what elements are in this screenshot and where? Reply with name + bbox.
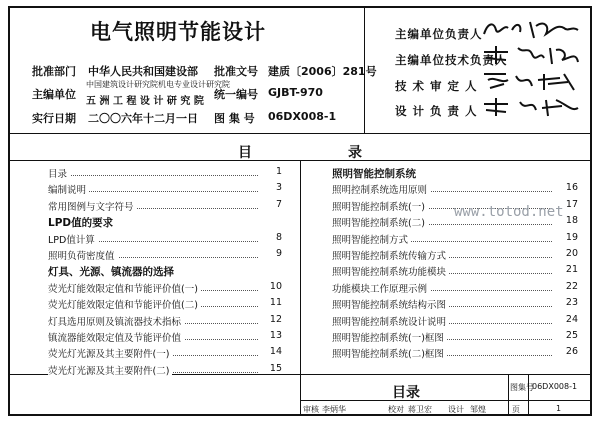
signature-2 bbox=[478, 42, 583, 68]
editor-line-1: 中国建筑设计研究院机电专业设计研究院 bbox=[86, 80, 230, 89]
toc-page-number: 14 bbox=[269, 346, 282, 358]
code-label: 统一编号 bbox=[214, 88, 258, 101]
approval-no-label: 批准文号 bbox=[214, 65, 258, 78]
toc-entry: 编制说明 bbox=[48, 182, 89, 196]
check-label: 校对 bbox=[388, 405, 404, 414]
toc-page-number: 18 bbox=[565, 215, 578, 227]
toc-page-number: 8 bbox=[275, 231, 282, 243]
toc-page-number: 9 bbox=[275, 248, 282, 259]
header-bottom-rule bbox=[8, 133, 592, 134]
toc-entry: 灯具选用原则及镇流器技术指标 bbox=[48, 314, 184, 328]
design-name: 邹煌 bbox=[470, 405, 486, 414]
review-name: 李炳华 bbox=[322, 405, 346, 414]
toc-leader-dots bbox=[56, 175, 258, 176]
toc-entry: 目录 bbox=[48, 166, 70, 180]
toc-entry: 照明智能控制系统传输方式 bbox=[332, 248, 449, 262]
responsible-design: 设 计 负 责 人 bbox=[395, 104, 478, 118]
watermark: www.totod.net bbox=[454, 204, 564, 220]
toc-entry: 荧光灯能效限定值和节能评价值(二) bbox=[48, 297, 201, 311]
toc-page-number: 13 bbox=[269, 330, 282, 341]
toc-page-number: 23 bbox=[565, 297, 578, 309]
toc-entry: 照明智能控制系统(二) bbox=[332, 215, 428, 229]
toc-entry: 常用图例与文字符号 bbox=[48, 199, 137, 213]
responsible-editor-unit: 主编单位负责人 bbox=[395, 27, 483, 41]
page-label: 页 bbox=[512, 405, 520, 414]
toc-entry: 照明智能控制系统(一) bbox=[332, 199, 428, 213]
atlas-number: 06DX008-1 bbox=[268, 110, 337, 123]
design-label: 设计 bbox=[448, 405, 464, 414]
editor-line-2: 五 洲 工 程 设 计 研 究 院 bbox=[86, 96, 204, 107]
toc-page-number: 11 bbox=[269, 297, 282, 309]
review-label: 审核 bbox=[303, 405, 319, 414]
toc-page-number: 25 bbox=[565, 330, 578, 341]
check-name: 蒋卫宏 bbox=[408, 405, 432, 414]
tb-mid-rule bbox=[300, 400, 592, 401]
toc-heading-right: 录 bbox=[348, 145, 362, 161]
toc-page-number: 15 bbox=[269, 362, 282, 374]
toc-entry: 照明智能控制系统设计说明 bbox=[332, 314, 449, 328]
tb-atlas: 06DX008-1 bbox=[532, 382, 578, 391]
page-number: 1 bbox=[556, 404, 562, 413]
approval-no: 建质〔2006〕281号 bbox=[268, 65, 377, 78]
tb-divider-c bbox=[528, 374, 529, 416]
toc-entry: 功能模块工作原理示例 bbox=[332, 281, 430, 295]
responsible-review: 技 术 审 定 人 bbox=[395, 79, 478, 93]
toc-entry: 照明负荷密度值 bbox=[48, 248, 118, 262]
code: GJBT-970 bbox=[268, 86, 323, 99]
signature-1 bbox=[478, 16, 583, 42]
toc-section-heading: 照明智能控制系统 bbox=[332, 168, 416, 180]
signature-3 bbox=[478, 68, 583, 94]
toc-page-number: 10 bbox=[269, 280, 282, 292]
toc-entry: 镇流器能效限定值及节能评价值 bbox=[48, 330, 184, 344]
toc-center-divider bbox=[300, 160, 301, 374]
atlas-label: 图 集 号 bbox=[214, 112, 255, 125]
toc-entry: 照明智能控制系统(二)框图 bbox=[332, 346, 447, 360]
toc-entry: 荧光灯光源及其主要附件(二) bbox=[48, 363, 172, 377]
toc-page-number: 16 bbox=[565, 182, 578, 194]
toc-entry: 照明智能控制方式 bbox=[332, 232, 411, 246]
tb-atlas-label: 图集号 bbox=[510, 383, 534, 392]
toc-page-number: 1 bbox=[275, 166, 282, 177]
toc-entry: 照明智能控制系统(一)框图 bbox=[332, 330, 447, 344]
toc-page-number: 21 bbox=[565, 264, 578, 276]
toc-section-heading: 灯具、光源、镇流器的选择 bbox=[48, 266, 174, 279]
toc-page-number: 19 bbox=[565, 231, 578, 243]
toc-entry: 荧光灯能效限定值和节能评价值(一) bbox=[48, 281, 201, 295]
toc-section-heading: LPD值的要求 bbox=[48, 217, 114, 230]
toc-entry: 荧光灯光源及其主要附件(一) bbox=[48, 346, 172, 360]
toc-entry: 照明控制系统选用原则 bbox=[332, 182, 430, 196]
responsible-technical: 主编单位技术负责人 bbox=[395, 53, 508, 67]
page-title: 电气照明节能设计 bbox=[90, 20, 266, 44]
date-label: 实行日期 bbox=[32, 112, 76, 125]
tb-divider-b bbox=[508, 374, 509, 416]
editor-label: 主编单位 bbox=[32, 88, 76, 101]
toc-page-number: 24 bbox=[565, 313, 578, 325]
toc-page-number: 22 bbox=[565, 280, 578, 292]
approval-dept-label: 批准部门 bbox=[32, 65, 76, 78]
toc-page-number: 3 bbox=[275, 182, 282, 194]
sheet-title: 目录 bbox=[392, 385, 420, 401]
tb-divider-a bbox=[300, 374, 301, 416]
toc-page-number: 17 bbox=[565, 198, 578, 210]
signature-4 bbox=[478, 94, 583, 120]
toc-entry: 照明智能控制系统结构示图 bbox=[332, 297, 449, 311]
toc-heading-left: 目 bbox=[238, 145, 252, 161]
toc-page-number: 20 bbox=[565, 248, 578, 259]
toc-page-number: 26 bbox=[565, 346, 578, 358]
effective-date: 二〇〇六年十二月一日 bbox=[88, 112, 198, 125]
approval-dept: 中华人民共和国建设部 bbox=[88, 65, 198, 78]
toc-entry: 照明智能控制系统功能模块 bbox=[332, 264, 449, 278]
toc-page-number: 7 bbox=[275, 198, 282, 210]
toc-entry: LPD值计算 bbox=[48, 232, 98, 246]
toc-page-number: 12 bbox=[269, 313, 282, 325]
